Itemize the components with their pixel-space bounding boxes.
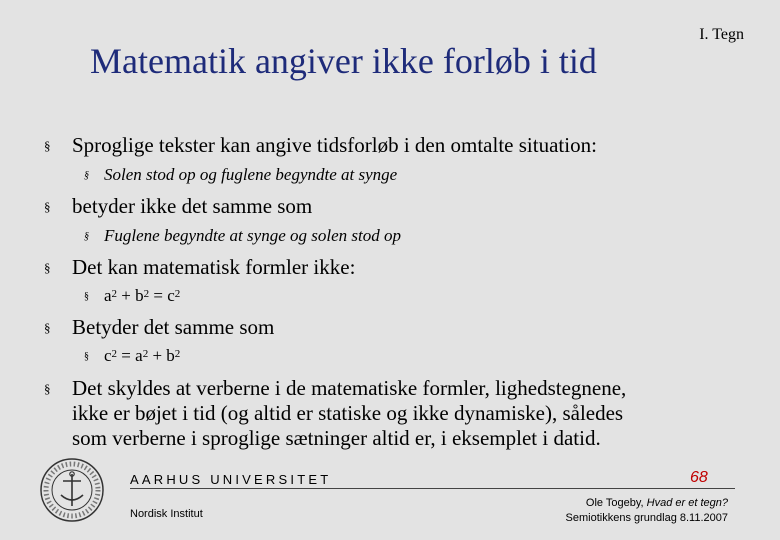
- university-name: AARHUS UNIVERSITET: [130, 472, 332, 487]
- bullet-2-text: betyder ikke det samme som: [72, 194, 313, 218]
- author-name: Ole Togeby,: [585, 497, 647, 509]
- eq-var-a: a: [135, 346, 143, 365]
- bullet-marker: §: [44, 381, 51, 396]
- eq-exponent: 2: [111, 348, 118, 360]
- slide-title: Matematik angiver ikke forløb i tid: [90, 41, 597, 81]
- bullet-1: [44, 133, 597, 158]
- university-seal-icon: [30, 455, 114, 530]
- bullet-4: [44, 315, 275, 340]
- eq-var-c: c: [167, 286, 175, 305]
- bullet-3: [44, 255, 356, 280]
- bullet-2: [44, 194, 313, 219]
- eq-plus: +: [117, 286, 136, 305]
- bullet-1-text: Sproglige tekster kan angive tidsforløb i den omtalte situation:: [72, 133, 597, 157]
- course-line: Semiotikkens grundlag 8.11.2007: [565, 512, 728, 524]
- eq-var-a: a: [104, 286, 112, 305]
- bullet-marker: §: [44, 138, 51, 153]
- eq-var-b: b: [135, 286, 144, 305]
- bullet-3-text: Det kan matematisk formler ikke:: [72, 255, 356, 279]
- page-number: 68: [690, 469, 708, 486]
- eq-exponent: 2: [143, 288, 150, 300]
- sub-bullet-1-text: Solen stod op og fuglene begyndte at synge: [104, 165, 398, 184]
- equation-2: [84, 345, 181, 367]
- author-line: [566, 496, 728, 511]
- bullet-5-line-3: som verberne i sproglige sætninger altid er, i eksemplet i datid.: [72, 426, 601, 450]
- section-label: I. Tegn: [699, 26, 744, 43]
- institute-name: Nordisk Institut: [130, 508, 203, 520]
- bullet-marker: §: [84, 170, 89, 181]
- eq-exponent: 2: [111, 288, 118, 300]
- bullet-5: [44, 376, 627, 451]
- eq-exponent: 2: [174, 348, 181, 360]
- bullet-5-line-1: Det skyldes at verberne i de matematiske formler, lighedstegnene,: [72, 376, 627, 400]
- eq-equals: =: [149, 286, 168, 305]
- equation-1: [84, 285, 181, 307]
- footer-divider: [130, 488, 735, 489]
- sub-bullet-2-text: Fuglene begyndte at synge og solen stod op: [104, 226, 401, 245]
- eq-var-c: c: [104, 346, 112, 365]
- bullet-marker: §: [44, 199, 51, 214]
- bullet-marker: §: [84, 291, 89, 302]
- bullet-marker: §: [84, 351, 89, 362]
- sub-bullet-1: [84, 164, 398, 186]
- eq-exponent: 2: [142, 348, 149, 360]
- eq-exponent: 2: [174, 288, 181, 300]
- talk-title: Hvad er et tegn?: [646, 497, 728, 509]
- eq-var-b: b: [166, 346, 175, 365]
- bullet-marker: §: [44, 260, 51, 275]
- bullet-marker: §: [44, 320, 51, 335]
- bullet-marker: §: [84, 231, 89, 242]
- eq-plus: +: [148, 346, 167, 365]
- bullet-4-text: Betyder det samme som: [72, 315, 275, 339]
- eq-equals: =: [117, 346, 136, 365]
- sub-bullet-2: [84, 225, 401, 247]
- bullet-5-line-2: ikke er bøjet i tid (og altid er statiske og ikke dynamiske), således: [72, 401, 624, 425]
- author-credit: [566, 496, 728, 526]
